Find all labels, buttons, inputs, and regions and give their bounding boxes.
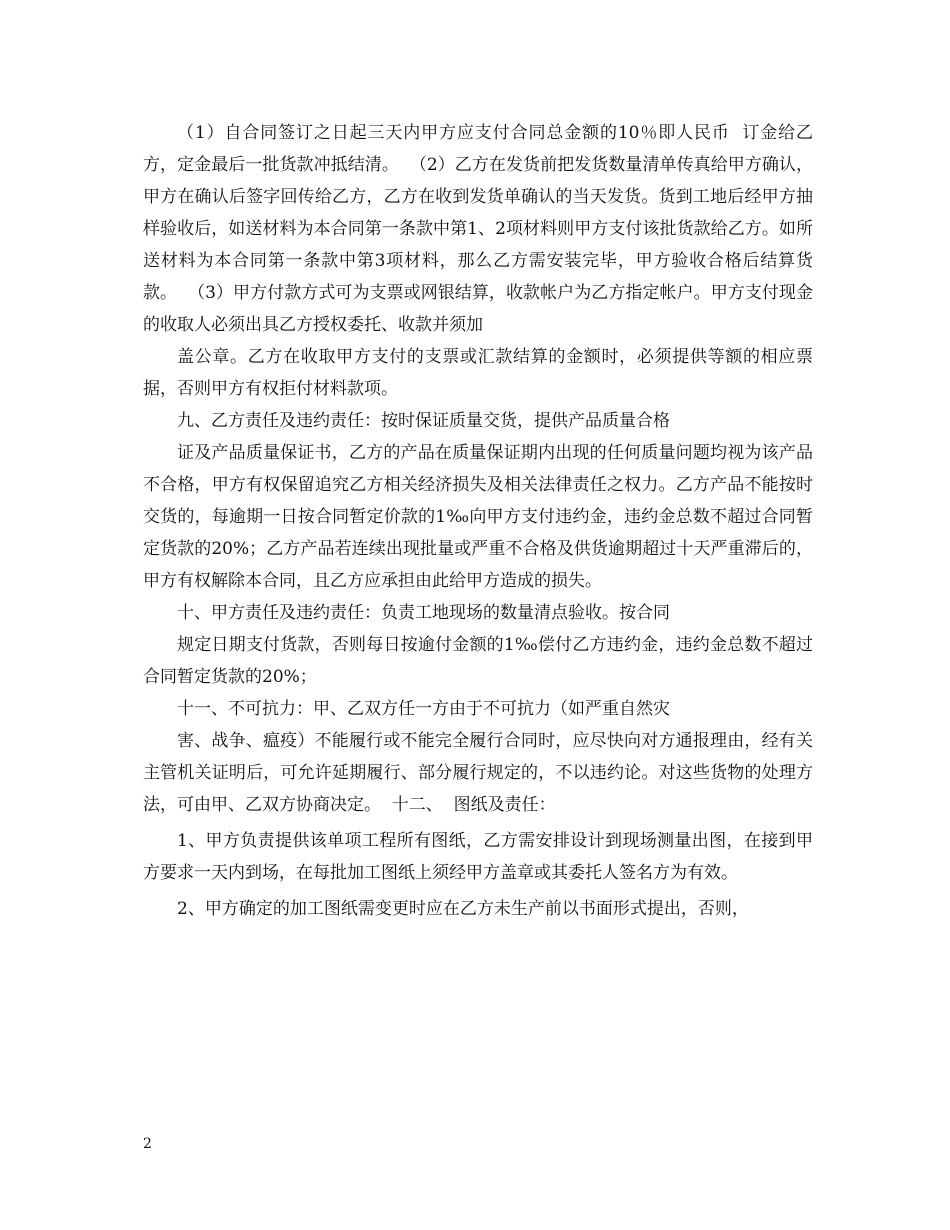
paragraph-section-9-body: 证及产品质量保证书，乙方的产品在质量保证期内出现的任何质量问题均视为该产品不合格，甲方有权保留追究乙方相关经济损失及相关法律责任之权力。乙方产品不能按时交货的，每逾期一日按合同暂定价款的1‰向甲方支付违约金，违约金总数不超过合同暂定货款的20%；乙方产品若连续出现批量或严重不合格及供货逾期超过十天严重滞后的，甲方有权解除本合同，且乙方应承担由此给甲方造成的损失。 xyxy=(143,443,813,591)
paragraph-section-11-body: 害、战争、瘟疫）不能履行或不能完全履行合同时，应尽快向对方通报理由，经有关主管机关证明后，可允许延期履行、部分履行规定的，不以违约论。对这些货物的处理方法，可由甲、乙双方协商决定。 十二、 图纸及责任： xyxy=(143,731,813,815)
paragraph-section-10-body: 规定日期支付货款，否则每日按逾付金额的1‰偿付乙方违约金，违约金总数不超过合同暂定货款的20%； xyxy=(143,635,813,687)
paragraph-section-10-heading: 十、甲方责任及违约责任：负责工地现场的数量清点验收。按合同 xyxy=(177,603,670,623)
paragraph-payment-terms-continued: 盖公章。乙方在收取甲方支付的支票或汇款结算的金额时，必须提供等额的相应票据，否则甲方有权拒付材料款项。 xyxy=(143,347,813,399)
paragraph-section-11-heading: 十一、不可抗力：甲、乙双方任一方由于不可抗力（如严重自然灾 xyxy=(177,699,670,719)
paragraph-payment-terms: （1）自合同签订之日起三天内甲方应支付合同总金额的10％即人民币 订金给乙方，定金最后一批货款冲抵结清。 （2）乙方在发货前把发货数量清单传真给甲方确认，甲方在确认后签字回传给乙方，乙方在收到发货单确认的当天发货。货到工地后经甲方抽样验收后，如送材料为本合同第一条款中第1、2项材料则甲方支付该批货款给乙方。如所送材料为本合同第一条款中第3项材料，那么乙方需安装完毕，甲方验收合格后结算货款。 （3）甲方付款方式可为支票或网银结算，收款帐户为乙方指定帐户。甲方支付现金的收取人必须出具乙方授权委托、收款并须加 xyxy=(143,123,813,335)
page-number: 2 xyxy=(143,1136,152,1152)
paragraph-section-12-item-1: 1、甲方负责提供该单项工程所有图纸，乙方需安排设计到现场测量出图，在接到甲方要求一天内到场，在每批加工图纸上须经甲方盖章或其委托人签名方为有效。 xyxy=(143,831,813,883)
paragraph-section-12-item-2: 2、甲方确定的加工图纸需变更时应在乙方未生产前以书面形式提出，否则， xyxy=(177,899,749,919)
document-body xyxy=(143,117,813,925)
paragraph-section-9-heading: 九、乙方责任及违约责任：按时保证质量交货，提供产品质量合格 xyxy=(177,411,670,431)
